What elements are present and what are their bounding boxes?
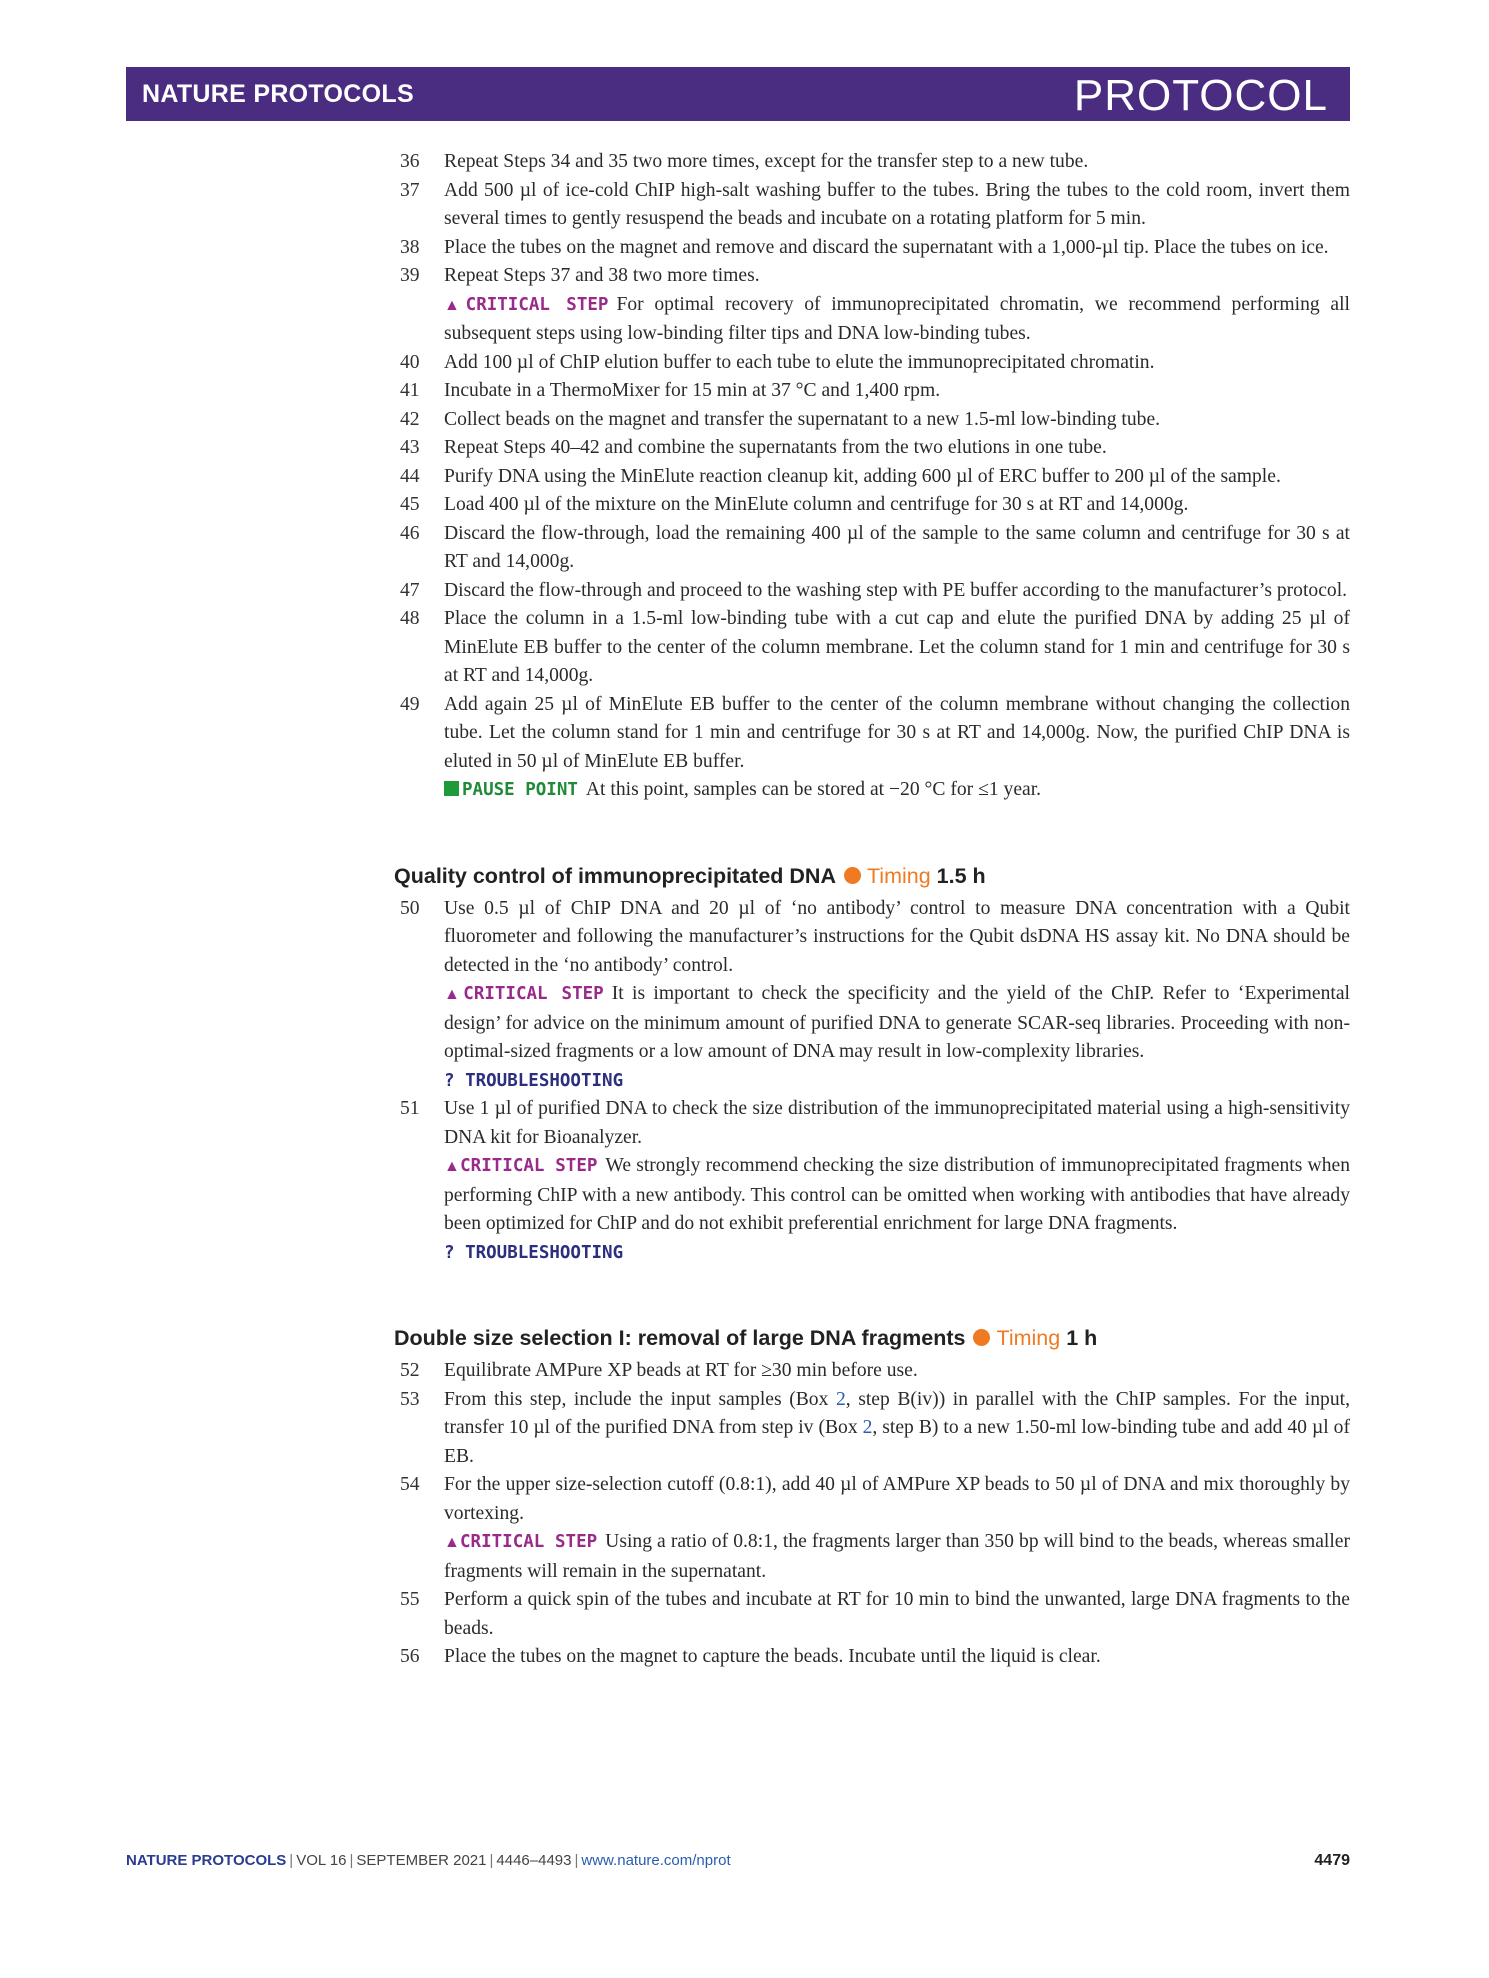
step-48 (394, 605, 1350, 691)
step-43 (394, 434, 1350, 463)
timing-label: Timing (866, 863, 931, 888)
footer-pages: 4446–4493 (496, 1852, 572, 1869)
box-link[interactable]: 2 (862, 1417, 873, 1438)
step-number: 49 (400, 693, 420, 715)
step-number: 40 (400, 351, 420, 373)
troubleshooting-label: ? TROUBLESHOOTING (444, 1242, 624, 1263)
section-title: Quality control of immunoprecipitated DNA (394, 863, 836, 888)
article-type: PROTOCOL (1073, 71, 1328, 120)
pause-square-icon (444, 781, 459, 796)
page-footer: NATURE PROTOCOLS | VOL 16 | SEPTEMBER 2021 | 4446–4493 | www.nature.com/nprot 4479 (126, 1852, 1350, 1869)
footer-journal: NATURE PROTOCOLS (126, 1852, 287, 1869)
step-text: Collect beads on the magnet and transfer the supernatant to a new 1.5-ml low-binding tube. (444, 408, 1161, 430)
step-text: Place the tubes on the magnet to capture the beads. Incubate until the liquid is clear. (444, 1646, 1101, 1667)
footer-volume: VOL 16 (296, 1852, 347, 1869)
warning-triangle-icon: ▲ (444, 1534, 461, 1551)
pause-point-text: At this point, samples can be stored at −20 °C for ≤1 year. (585, 779, 1042, 800)
step-40 (394, 349, 1350, 378)
step-number: 39 (400, 265, 420, 286)
critical-step-note (394, 1152, 1350, 1239)
step-number: 48 (400, 608, 420, 629)
troubleshooting-note (394, 1067, 1350, 1096)
step-text: Use 0.5 µl of ChIP DNA and 20 µl of ‘no antibody’ control to measure DNA concentration with a Qubit fluorometer and following the manufacturer’s instructions for the Qubit dsDNA HS assay kit. No DNA should be detected in the ‘no antibody’ control. (444, 897, 1350, 976)
step-number: 51 (400, 1098, 420, 1119)
journal-header-bar (126, 67, 1350, 121)
troubleshooting-label: ? TROUBLESHOOTING (444, 1070, 624, 1091)
step-number: 50 (400, 897, 420, 919)
step-text: Load 400 µl of the mixture on the MinElute column and centrifuge for 30 s at RT and 14,000g. (444, 494, 1189, 515)
warning-triangle-icon: ▲ (444, 296, 466, 314)
critical-step-text: It is important to check the specificity and the yield of the ChIP. Refer to ‘Experimental design’ for advice on the minimum amount of purified DNA to generate SCAR-seq libraries. Proceeding with non-optimal-sized fragments or a low amount of DNA may result in low-complexity libraries. (444, 983, 1351, 1062)
step-text: Purify DNA using the MinElute reaction cleanup kit, adding 600 µl of ERC buffer to 200 µl of the sample. (444, 465, 1281, 487)
section-title: Double size selection I: removal of large DNA fragments (394, 1326, 966, 1350)
step-46 (394, 520, 1350, 577)
step-50 (394, 895, 1350, 981)
step-37 (394, 177, 1350, 234)
critical-step-label: CRITICAL STEP (465, 294, 609, 315)
step-number: 42 (400, 408, 420, 430)
step-text: Use 1 µl of purified DNA to check the size distribution of the immunoprecipitated material using a high-sensitivity DNA kit for Bioanalyzer. (444, 1098, 1350, 1148)
step-text: Place the column in a 1.5-ml low-binding tube with a cut cap and elute the purified DNA by adding 25 µl of MinElute EB buffer to the center of the column membrane. Let the column stand for 1 min and centrifuge for 30 s at RT and 14,000g. (444, 608, 1350, 686)
step-55 (394, 1586, 1350, 1643)
step-54 (394, 1471, 1350, 1528)
timing-value: 1.5 h (936, 863, 986, 888)
step-number: 43 (400, 437, 420, 458)
footer-date: SEPTEMBER 2021 (356, 1852, 487, 1869)
step-text: Repeat Steps 40–42 and combine the supernatants from the two elutions in one tube. (444, 437, 1107, 458)
step-45 (394, 491, 1350, 520)
step-36 (394, 148, 1350, 177)
critical-step-label: CRITICAL STEP (463, 984, 604, 1004)
step-text: Add 500 µl of ice-cold ChIP high-salt washing buffer to the tubes. Bring the tubes to the cold room, invert them several times to gently resuspend the beads and incubate on a rotating platform for 5 min. (444, 179, 1350, 229)
pause-point-note (394, 776, 1350, 805)
step-text-part: , step B(iv)) in parallel with the ChIP samples. For the input, transfer 10 µl of the purified DNA from step iv (Box (444, 1388, 1350, 1438)
step-56 (394, 1643, 1350, 1672)
step-number: 46 (400, 522, 420, 544)
step-42 (394, 406, 1350, 435)
critical-step-note (394, 291, 1350, 349)
step-number: 36 (400, 151, 420, 172)
critical-step-text: We strongly recommend checking the size distribution of immunoprecipitated fragments when performing ChIP with a new antibody. This control can be omitted when working with antibodies that have already been optimized for ChIP and do not exhibit preferential enrichment for large DNA fragments. (444, 1155, 1351, 1234)
timing-dot-icon (973, 1329, 990, 1346)
step-text: Equilibrate AMPure XP beads at RT for ≥30 min before use. (444, 1360, 918, 1381)
page-content (394, 148, 1350, 1672)
timing-label: Timing (996, 1326, 1061, 1350)
step-text: For the upper size-selection cutoff (0.8:1), add 40 µl of AMPure XP beads to 50 µl of DNA and mix thoroughly by vortexing. (444, 1474, 1350, 1524)
step-number: 52 (400, 1360, 420, 1381)
timing-dot-icon (844, 867, 861, 884)
step-number: 44 (400, 465, 420, 487)
step-44 (394, 463, 1350, 492)
step-text: Add 100 µl of ChIP elution buffer to each tube to elute the immunoprecipitated chromatin. (444, 351, 1155, 373)
step-number: 47 (400, 579, 420, 601)
footer-url-link[interactable]: www.nature.com/nprot (581, 1852, 731, 1869)
step-text: Repeat Steps 34 and 35 two more times, except for the transfer step to a new tube. (444, 151, 1089, 172)
step-text: Place the tubes on the magnet and remove and discard the supernatant with a 1,000-µl tip. Place the tubes on ice. (444, 236, 1329, 258)
step-53 (394, 1386, 1350, 1472)
step-text-part: From this step, include the input samples (Box (444, 1388, 836, 1410)
box-link[interactable]: 2 (835, 1388, 846, 1410)
step-41 (394, 377, 1350, 406)
page-number: 4479 (1314, 1852, 1350, 1869)
critical-step-text: Using a ratio of 0.8:1, the fragments larger than 350 bp will bind to the beads, whereas smaller fragments will remain in the supernatant. (444, 1531, 1350, 1582)
critical-step-label: CRITICAL STEP (460, 1532, 598, 1552)
step-38 (394, 234, 1350, 263)
step-text-part: , step B) to a new 1.50-ml low-binding tube and add 40 µl of EB. (444, 1417, 1350, 1467)
step-49 (394, 691, 1350, 777)
step-number: 56 (400, 1646, 420, 1667)
step-number: 54 (400, 1474, 420, 1495)
step-text: Discard the flow-through, load the remaining 400 µl of the sample to the same column and centrifuge for 30 s at RT and 14,000g. (444, 522, 1350, 572)
step-text: Discard the flow-through and proceed to the washing step with PE buffer according to the manufacturer’s protocol. (444, 579, 1348, 601)
journal-name: NATURE PROTOCOLS (142, 80, 414, 108)
step-39 (394, 262, 1350, 291)
critical-step-note (394, 980, 1350, 1067)
step-52 (394, 1357, 1350, 1386)
section-heading-double-size-selection (394, 1323, 1350, 1353)
warning-triangle-icon: ▲ (444, 1158, 461, 1175)
step-text: Perform a quick spin of the tubes and incubate at RT for 10 min to bind the unwanted, large DNA fragments to the beads. (444, 1589, 1350, 1639)
timing-value: 1 h (1066, 1326, 1098, 1350)
step-text: Add again 25 µl of MinElute EB buffer to the center of the column membrane without changing the collection tube. Let the column stand for 1 min and centrifuge for 30 s at RT and 14,000g. Now, the purified ChIP DNA is eluted in 50 µl of MinElute EB buffer. (444, 693, 1350, 772)
critical-step-text: For optimal recovery of immunoprecipitated chromatin, we recommend performing all subsequent steps using low-binding filter tips and DNA low-binding tubes. (444, 293, 1350, 344)
step-number: 38 (400, 236, 420, 258)
step-number: 41 (400, 380, 420, 401)
critical-step-note (394, 1528, 1350, 1586)
section-heading-qc (394, 861, 1350, 891)
step-47 (394, 577, 1350, 606)
step-text: Repeat Steps 37 and 38 two more times. (444, 265, 760, 286)
critical-step-label: CRITICAL STEP (460, 1156, 598, 1176)
step-number: 45 (400, 494, 420, 515)
pause-point-label: PAUSE POINT (462, 780, 578, 800)
step-number: 53 (400, 1388, 420, 1410)
step-text: Incubate in a ThermoMixer for 15 min at 37 °C and 1,400 rpm. (444, 380, 941, 401)
step-number: 55 (400, 1589, 420, 1610)
step-51 (394, 1095, 1350, 1152)
warning-triangle-icon: ▲ (444, 986, 464, 1003)
step-number: 37 (400, 179, 420, 201)
troubleshooting-note (394, 1239, 1350, 1268)
